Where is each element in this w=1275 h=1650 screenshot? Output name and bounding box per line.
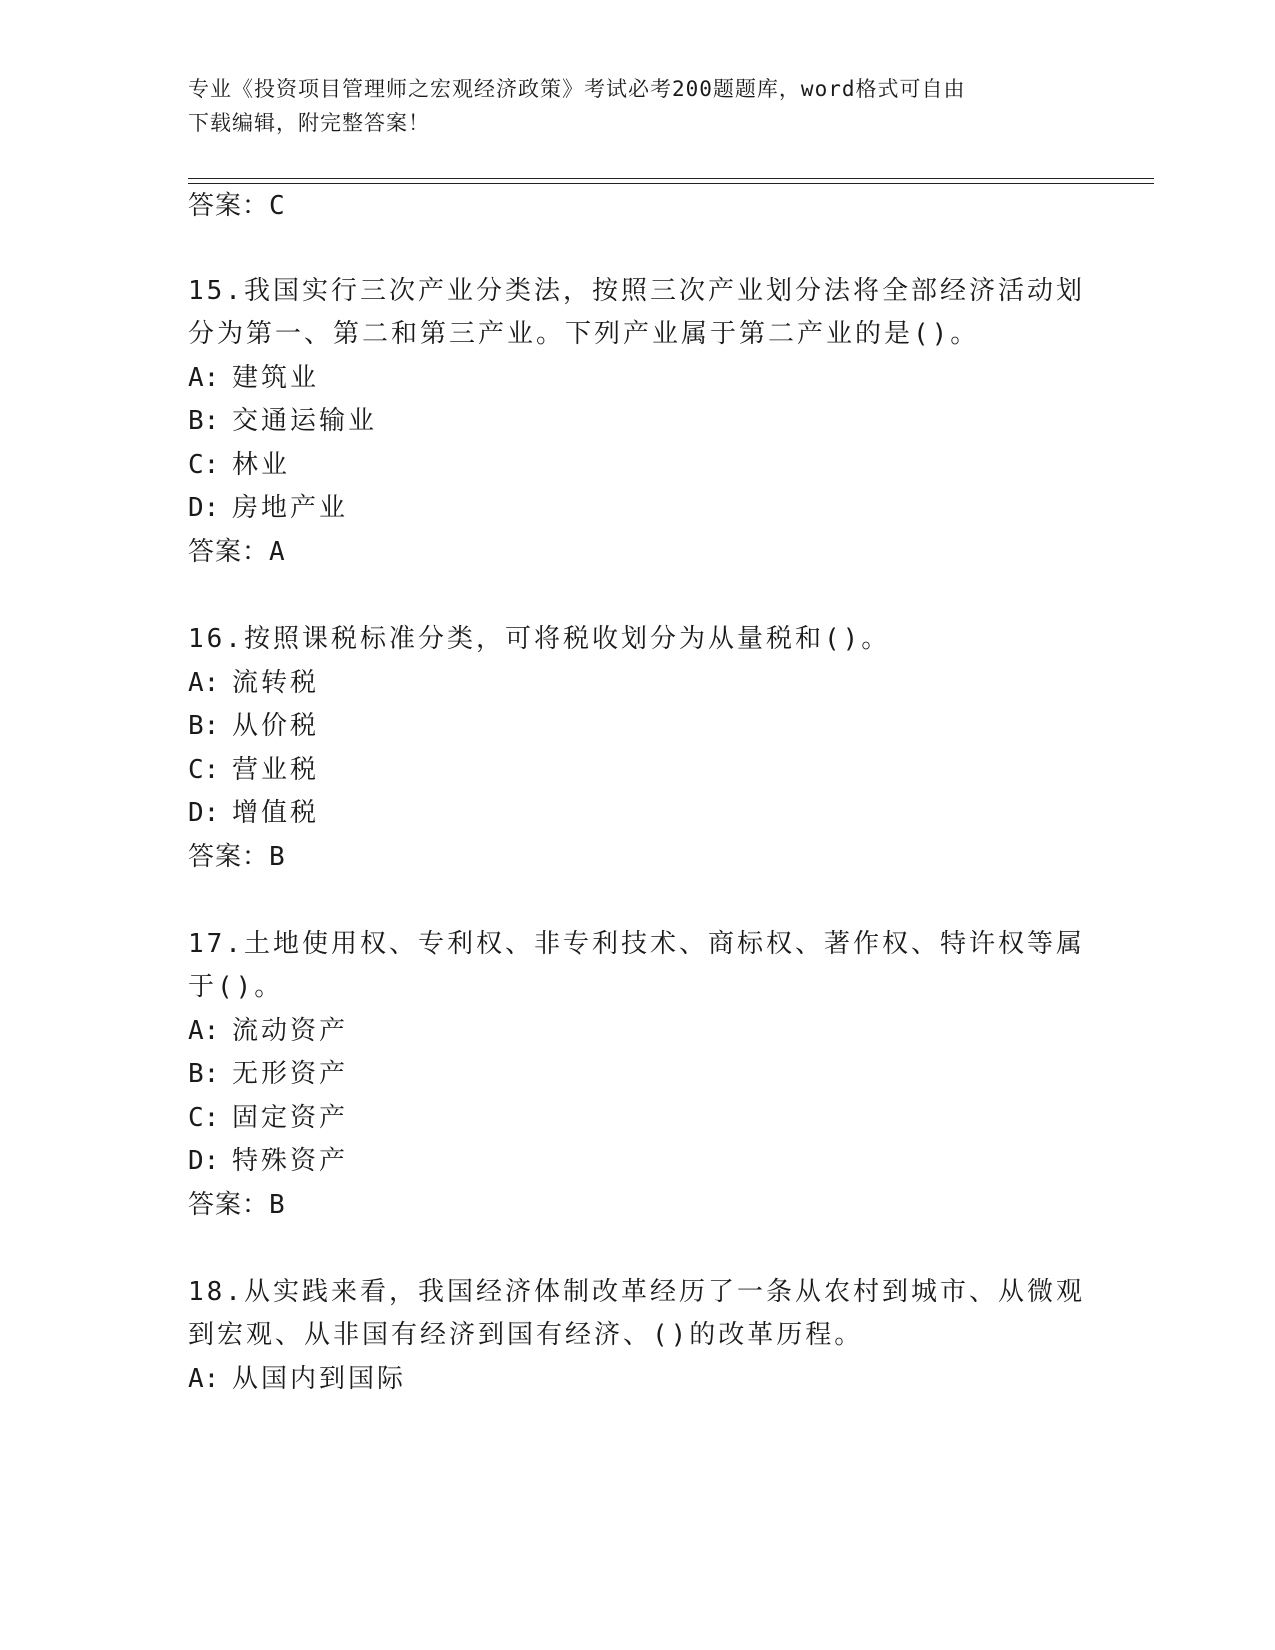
option-17-c [188,1095,348,1141]
option-text: 林业 [232,450,291,480]
option-letter: D: [188,493,220,523]
option-text: 流转税 [232,668,320,698]
question-17-text-line-1: 17.土地使用权、专利权、非专利技术、商标权、著作权、特许权等属 [188,929,1085,959]
option-letter: A: [188,363,220,393]
answer-15: 答案：A [188,537,286,567]
option-text: 建筑业 [232,363,320,393]
option-text: 房地产业 [232,493,349,523]
option-text: 流动资产 [232,1016,349,1046]
question-16-text-line-1: 16.按照课税标准分类，可将税收划分为从量税和()。 [188,624,891,654]
option-letter: A: [188,1016,220,1046]
option-letter: B: [188,711,220,741]
option-text: 营业税 [232,755,320,785]
option-letter: B: [188,1059,220,1089]
header-line-1: 专业《投资项目管理师之宏观经济政策》考试必考200题题库，word格式可自由 [188,77,966,101]
option-15-a [188,355,319,401]
answer-17: 答案：B [188,1190,286,1220]
option-16-c [188,747,319,793]
option-17-b [188,1051,348,1097]
question-17-text-line-2: 于()。 [188,972,284,1002]
option-18-a [188,1356,406,1402]
header-divider-bottom [188,183,1154,184]
option-16-b [188,703,319,749]
option-letter: C: [188,755,220,785]
option-15-d [188,485,348,531]
option-text: 交通运输业 [232,406,378,436]
option-letter: A: [188,668,220,698]
option-16-d [188,790,319,836]
header-line-2: 下载编辑，附完整答案！ [188,111,430,135]
option-letter: D: [188,1146,220,1176]
answer-16: 答案：B [188,842,286,872]
option-letter: A: [188,1364,220,1394]
option-text: 特殊资产 [232,1146,349,1176]
option-letter: C: [188,1103,220,1133]
option-15-b [188,398,377,444]
option-text: 从价税 [232,711,320,741]
option-text: 固定资产 [232,1103,349,1133]
option-15-c [188,442,290,488]
option-text: 无形资产 [232,1059,349,1089]
header-divider-top [188,178,1154,179]
question-15-text-line-1: 15.我国实行三次产业分类法，按照三次产业划分法将全部经济活动划 [188,276,1085,306]
option-17-a [188,1008,348,1054]
option-letter: B: [188,406,220,436]
question-18-text-line-1: 18.从实践来看，我国经济体制改革经历了一条从农村到城市、从微观 [188,1277,1085,1307]
option-letter: C: [188,450,220,480]
option-text: 增值税 [232,798,320,828]
option-letter: D: [188,798,220,828]
document-header [188,72,1068,140]
option-16-a [188,660,319,706]
option-17-d [188,1138,348,1184]
answer-14: 答案：C [188,191,286,221]
option-text: 从国内到国际 [232,1364,407,1394]
question-15-text-line-2: 分为第一、第二和第三产业。下列产业属于第二产业的是()。 [188,319,980,349]
question-18-text-line-2: 到宏观、从非国有经济到国有经济、()的改革历程。 [188,1320,864,1350]
